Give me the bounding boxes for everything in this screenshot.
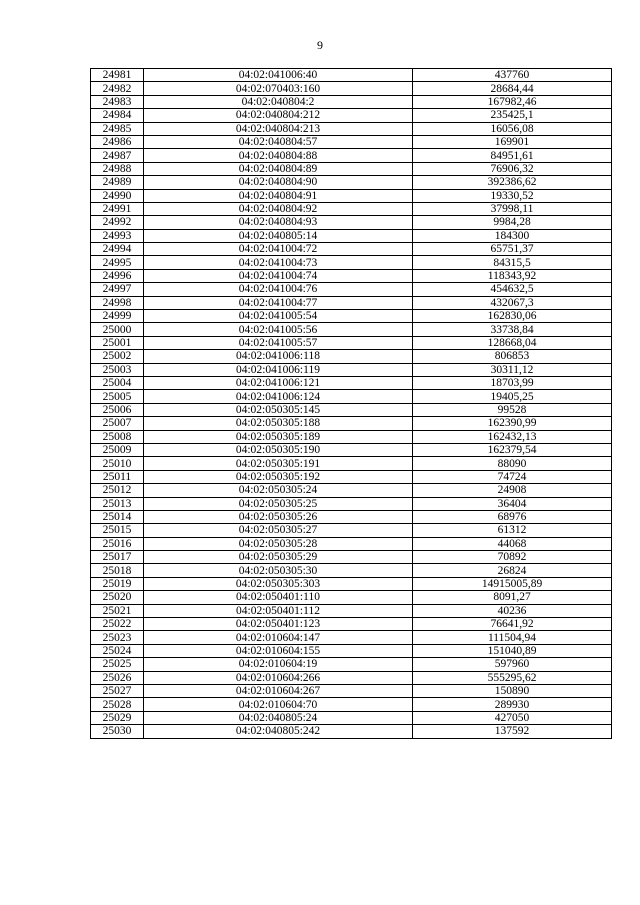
cadastral-number-cell: 04:02:050305:29 [144, 551, 413, 564]
cadastral-number-cell: 04:02:040804:2 [144, 95, 413, 108]
value-cell: 167982,46 [413, 95, 612, 108]
table-row [91, 577, 612, 590]
cadastral-number-cell: 04:02:040805:24 [144, 711, 413, 724]
table-row [91, 243, 612, 256]
table-row [91, 216, 612, 229]
value-cell: 68976 [413, 510, 612, 523]
row-number-cell: 24988 [91, 162, 144, 175]
value-cell: 162379,54 [413, 443, 612, 456]
value-cell: 76641,92 [413, 618, 612, 631]
value-cell: 9984,28 [413, 216, 612, 229]
table-row [91, 470, 612, 483]
cadastral-number-cell: 04:02:041006:119 [144, 363, 413, 376]
value-cell: 454632,5 [413, 283, 612, 296]
row-number-cell: 24991 [91, 202, 144, 215]
table-row [91, 698, 612, 711]
cadastral-number-cell: 04:02:040804:212 [144, 109, 413, 122]
value-cell: 235425,1 [413, 109, 612, 122]
value-cell: 806853 [413, 350, 612, 363]
registry-table [90, 68, 612, 739]
row-number-cell: 24994 [91, 243, 144, 256]
row-number-cell: 25005 [91, 390, 144, 403]
row-number-cell: 25023 [91, 631, 144, 644]
cadastral-number-cell: 04:02:041004:76 [144, 283, 413, 296]
value-cell: 128668,04 [413, 336, 612, 349]
cadastral-number-cell: 04:02:050305:191 [144, 457, 413, 470]
value-cell: 88090 [413, 457, 612, 470]
table-row [91, 135, 612, 148]
table-row [91, 524, 612, 537]
cadastral-number-cell: 04:02:041004:77 [144, 296, 413, 309]
table-row [91, 162, 612, 175]
table-row [91, 95, 612, 108]
table-row [91, 256, 612, 269]
table-row [91, 711, 612, 724]
cadastral-number-cell: 04:02:041004:74 [144, 269, 413, 282]
table-row [91, 109, 612, 122]
row-number-cell: 25029 [91, 711, 144, 724]
row-number-cell: 24987 [91, 149, 144, 162]
table-row [91, 631, 612, 644]
cadastral-number-cell: 04:02:040804:93 [144, 216, 413, 229]
value-cell: 33738,84 [413, 323, 612, 336]
value-cell: 24908 [413, 484, 612, 497]
value-cell: 597960 [413, 658, 612, 671]
value-cell: 19405,25 [413, 390, 612, 403]
row-number-cell: 25013 [91, 497, 144, 510]
table-row [91, 430, 612, 443]
value-cell: 19330,52 [413, 189, 612, 202]
table-row [91, 202, 612, 215]
row-number-cell: 25025 [91, 658, 144, 671]
value-cell: 289930 [413, 698, 612, 711]
row-number-cell: 25016 [91, 537, 144, 550]
row-number-cell: 24998 [91, 296, 144, 309]
row-number-cell: 24983 [91, 95, 144, 108]
row-number-cell: 24997 [91, 283, 144, 296]
value-cell: 70892 [413, 551, 612, 564]
table-row [91, 310, 612, 323]
row-number-cell: 25010 [91, 457, 144, 470]
value-cell: 150890 [413, 684, 612, 697]
row-number-cell: 24999 [91, 310, 144, 323]
cadastral-number-cell: 04:02:050401:123 [144, 618, 413, 631]
table-row [91, 363, 612, 376]
table-row [91, 417, 612, 430]
row-number-cell: 25024 [91, 644, 144, 657]
cadastral-number-cell: 04:02:010604:267 [144, 684, 413, 697]
cadastral-number-cell: 04:02:041005:56 [144, 323, 413, 336]
row-number-cell: 24995 [91, 256, 144, 269]
cadastral-number-cell: 04:02:041006:124 [144, 390, 413, 403]
row-number-cell: 24993 [91, 229, 144, 242]
table-row [91, 684, 612, 697]
row-number-cell: 25026 [91, 671, 144, 684]
row-number-cell: 25017 [91, 551, 144, 564]
cadastral-number-cell: 04:02:040805:242 [144, 725, 413, 738]
row-number-cell: 25030 [91, 725, 144, 738]
value-cell: 26824 [413, 564, 612, 577]
row-number-cell: 24985 [91, 122, 144, 135]
cadastral-number-cell: 04:02:050305:25 [144, 497, 413, 510]
value-cell: 184300 [413, 229, 612, 242]
row-number-cell: 24981 [91, 69, 144, 82]
cadastral-number-cell: 04:02:041004:72 [144, 243, 413, 256]
table-row [91, 671, 612, 684]
value-cell: 16056,08 [413, 122, 612, 135]
row-number-cell: 25014 [91, 510, 144, 523]
row-number-cell: 25006 [91, 403, 144, 416]
value-cell: 84315,5 [413, 256, 612, 269]
cadastral-number-cell: 04:02:050401:112 [144, 604, 413, 617]
cadastral-number-cell: 04:02:050305:189 [144, 430, 413, 443]
table-row [91, 618, 612, 631]
value-cell: 14915005,89 [413, 577, 612, 590]
value-cell: 18703,99 [413, 376, 612, 389]
cadastral-number-cell: 04:02:040804:89 [144, 162, 413, 175]
row-number-cell: 25027 [91, 684, 144, 697]
row-number-cell: 25004 [91, 376, 144, 389]
cadastral-number-cell: 04:02:041006:40 [144, 69, 413, 82]
table-row [91, 350, 612, 363]
cadastral-number-cell: 04:02:041004:73 [144, 256, 413, 269]
registry-table-body [91, 69, 612, 739]
table-row [91, 644, 612, 657]
cadastral-number-cell: 04:02:041006:121 [144, 376, 413, 389]
value-cell: 61312 [413, 524, 612, 537]
table-row [91, 497, 612, 510]
table-row [91, 457, 612, 470]
table-row [91, 443, 612, 456]
value-cell: 40236 [413, 604, 612, 617]
row-number-cell: 24982 [91, 82, 144, 95]
cadastral-number-cell: 04:02:050305:24 [144, 484, 413, 497]
value-cell: 65751,37 [413, 243, 612, 256]
row-number-cell: 25000 [91, 323, 144, 336]
cadastral-number-cell: 04:02:040804:92 [144, 202, 413, 215]
cadastral-number-cell: 04:02:040804:91 [144, 189, 413, 202]
row-number-cell: 25019 [91, 577, 144, 590]
value-cell: 28684,44 [413, 82, 612, 95]
cadastral-number-cell: 04:02:010604:266 [144, 671, 413, 684]
page-number: 9 [317, 38, 323, 52]
row-number-cell: 25020 [91, 591, 144, 604]
row-number-cell: 24984 [91, 109, 144, 122]
row-number-cell: 25009 [91, 443, 144, 456]
table-row [91, 176, 612, 189]
cadastral-number-cell: 04:02:070403:160 [144, 82, 413, 95]
value-cell: 555295,62 [413, 671, 612, 684]
row-number-cell: 25012 [91, 484, 144, 497]
row-number-cell: 25015 [91, 524, 144, 537]
table-row [91, 296, 612, 309]
table-row [91, 336, 612, 349]
table-row [91, 604, 612, 617]
cadastral-number-cell: 04:02:041006:118 [144, 350, 413, 363]
row-number-cell: 25002 [91, 350, 144, 363]
value-cell: 118343,92 [413, 269, 612, 282]
table-row [91, 376, 612, 389]
row-number-cell: 24992 [91, 216, 144, 229]
cadastral-number-cell: 04:02:050305:145 [144, 403, 413, 416]
row-number-cell: 25008 [91, 430, 144, 443]
value-cell: 37998,11 [413, 202, 612, 215]
cadastral-number-cell: 04:02:041005:54 [144, 310, 413, 323]
table-row [91, 551, 612, 564]
table-row [91, 658, 612, 671]
value-cell: 84951,61 [413, 149, 612, 162]
value-cell: 437760 [413, 69, 612, 82]
value-cell: 44068 [413, 537, 612, 550]
table-row [91, 283, 612, 296]
row-number-cell: 24989 [91, 176, 144, 189]
table-row [91, 189, 612, 202]
cadastral-number-cell: 04:02:010604:155 [144, 644, 413, 657]
row-number-cell: 25001 [91, 336, 144, 349]
cadastral-number-cell: 04:02:040804:88 [144, 149, 413, 162]
table-row [91, 537, 612, 550]
cadastral-number-cell: 04:02:040804:90 [144, 176, 413, 189]
row-number-cell: 25003 [91, 363, 144, 376]
value-cell: 162830,06 [413, 310, 612, 323]
value-cell: 111504,94 [413, 631, 612, 644]
value-cell: 392386,62 [413, 176, 612, 189]
cadastral-number-cell: 04:02:050305:26 [144, 510, 413, 523]
table-row [91, 82, 612, 95]
cadastral-number-cell: 04:02:050305:30 [144, 564, 413, 577]
value-cell: 151040,89 [413, 644, 612, 657]
table-row [91, 591, 612, 604]
cadastral-number-cell: 04:02:050305:192 [144, 470, 413, 483]
table-row [91, 69, 612, 82]
cadastral-number-cell: 04:02:010604:147 [144, 631, 413, 644]
value-cell: 427050 [413, 711, 612, 724]
row-number-cell: 25022 [91, 618, 144, 631]
row-number-cell: 25007 [91, 417, 144, 430]
cadastral-number-cell: 04:02:050401:110 [144, 591, 413, 604]
value-cell: 169901 [413, 135, 612, 148]
cadastral-number-cell: 04:02:050305:303 [144, 577, 413, 590]
cadastral-number-cell: 04:02:040805:14 [144, 229, 413, 242]
cadastral-number-cell: 04:02:041005:57 [144, 336, 413, 349]
cadastral-number-cell: 04:02:050305:190 [144, 443, 413, 456]
table-row [91, 149, 612, 162]
cadastral-number-cell: 04:02:050305:27 [144, 524, 413, 537]
value-cell: 76906,32 [413, 162, 612, 175]
table-row [91, 484, 612, 497]
row-number-cell: 24990 [91, 189, 144, 202]
table-row [91, 122, 612, 135]
table-row [91, 510, 612, 523]
value-cell: 432067,3 [413, 296, 612, 309]
value-cell: 99528 [413, 403, 612, 416]
table-row [91, 229, 612, 242]
table-row [91, 403, 612, 416]
row-number-cell: 24986 [91, 135, 144, 148]
value-cell: 8091,27 [413, 591, 612, 604]
table-row [91, 564, 612, 577]
row-number-cell: 25028 [91, 698, 144, 711]
row-number-cell: 25021 [91, 604, 144, 617]
value-cell: 30311,12 [413, 363, 612, 376]
cadastral-number-cell: 04:02:050305:188 [144, 417, 413, 430]
row-number-cell: 25018 [91, 564, 144, 577]
cadastral-number-cell: 04:02:050305:28 [144, 537, 413, 550]
row-number-cell: 25011 [91, 470, 144, 483]
cadastral-number-cell: 04:02:010604:70 [144, 698, 413, 711]
value-cell: 74724 [413, 470, 612, 483]
cadastral-number-cell: 04:02:010604:19 [144, 658, 413, 671]
row-number-cell: 24996 [91, 269, 144, 282]
value-cell: 36404 [413, 497, 612, 510]
table-row [91, 390, 612, 403]
value-cell: 137592 [413, 725, 612, 738]
table-row [91, 323, 612, 336]
table-row [91, 269, 612, 282]
cadastral-number-cell: 04:02:040804:213 [144, 122, 413, 135]
table-row [91, 725, 612, 738]
value-cell: 162432,13 [413, 430, 612, 443]
cadastral-number-cell: 04:02:040804:57 [144, 135, 413, 148]
value-cell: 162390,99 [413, 417, 612, 430]
